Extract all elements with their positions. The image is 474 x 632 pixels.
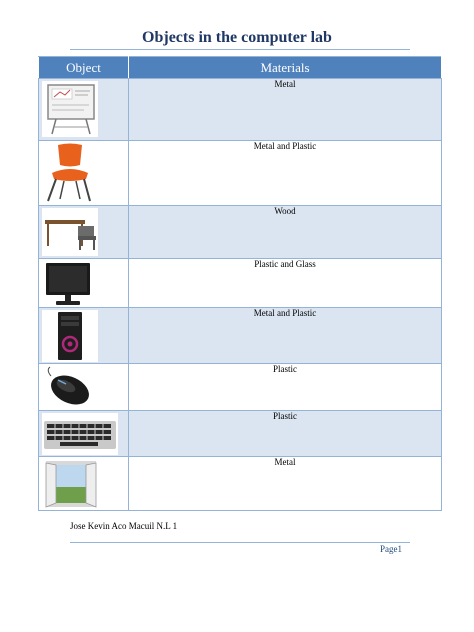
table-row xyxy=(39,259,442,308)
table-row xyxy=(39,206,442,259)
material-cell: Metal and Plastic xyxy=(129,308,442,364)
header-object: Object xyxy=(39,57,129,79)
object-cell xyxy=(39,364,129,411)
object-cell xyxy=(39,79,129,141)
object-cell xyxy=(39,411,129,457)
title-divider xyxy=(70,49,410,50)
window-icon xyxy=(42,459,100,509)
object-cell xyxy=(39,259,129,308)
table-row xyxy=(39,141,442,206)
material-cell: Plastic and Glass xyxy=(129,259,442,308)
material-cell: Metal xyxy=(129,79,442,141)
footer-author: Jose Kevin Aco Macuil N.L 1 xyxy=(70,521,178,531)
material-cell: Wood xyxy=(129,206,442,259)
page-number: Page1 xyxy=(380,544,402,554)
page-title: Objects in the computer lab xyxy=(142,29,332,46)
table-row xyxy=(39,411,442,457)
keyboard-icon xyxy=(42,413,118,455)
object-cell xyxy=(39,308,129,364)
table-row xyxy=(39,308,442,364)
material-cell: Metal and Plastic xyxy=(129,141,442,206)
footer-divider xyxy=(70,542,410,543)
desk-icon xyxy=(42,208,98,256)
object-cell xyxy=(39,206,129,259)
table-row xyxy=(39,457,442,511)
mouse-icon xyxy=(42,366,98,410)
monitor-icon xyxy=(42,261,98,307)
material-cell: Metal xyxy=(129,457,442,511)
table-row xyxy=(39,364,442,411)
object-cell xyxy=(39,141,129,206)
objects-table xyxy=(38,56,442,511)
material-cell: Plastic xyxy=(129,364,442,411)
table-header-row xyxy=(39,57,442,79)
computer-tower-icon xyxy=(42,310,98,362)
whiteboard-icon xyxy=(42,81,98,137)
table-row xyxy=(39,79,442,141)
header-materials: Materials xyxy=(129,57,442,79)
material-cell: Plastic xyxy=(129,411,442,457)
chair-icon xyxy=(42,143,98,203)
object-cell xyxy=(39,457,129,511)
